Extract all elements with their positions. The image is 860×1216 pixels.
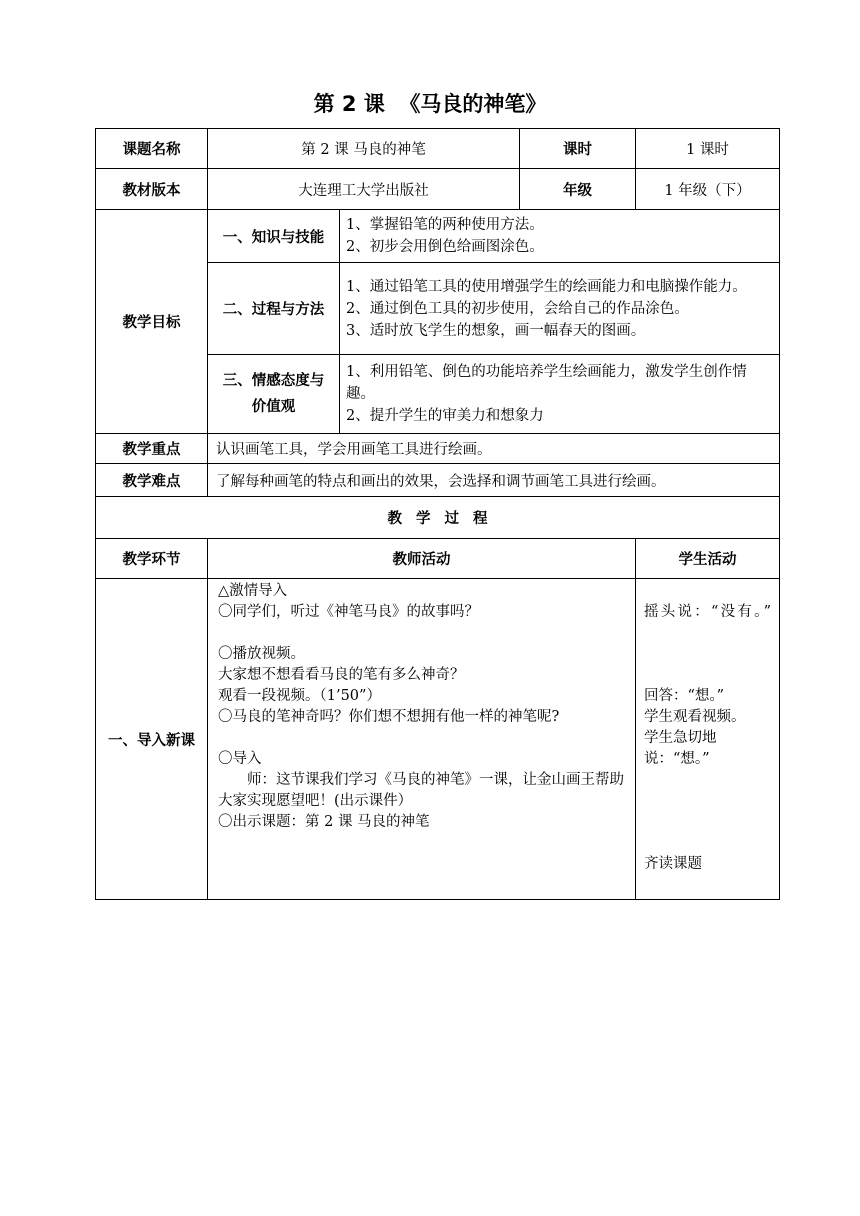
difficulty-label: 教学难点 [96,464,208,497]
goals-label: 教学目标 [96,210,208,434]
student-line [644,644,771,665]
key-point-value: 认识画笔工具，学会用画笔工具进行绘画。 [208,434,780,464]
stage-row [96,579,780,900]
grade-value: 1 年级（下） [636,169,780,210]
topic-row [96,129,780,169]
process-item: 2、通过倒色工具的初步使用，会给自己的作品涂色。 [346,300,689,317]
process-item: 1、通过铅笔工具的使用增强学生的绘画能力和电脑操作能力。 [346,278,747,295]
page-title: 第 2 课 《马良的神笔》 [313,92,547,116]
topic-value: 第 2 课 马良的神笔 [208,129,520,169]
hours-value: 1 课时 [636,129,780,169]
teacher-line: 〇播放视频。 [218,646,305,662]
goal-knowledge-row [96,210,780,263]
teacher-line: 观看一段视频。（1’50”） [218,688,381,704]
attitude-label-line2: 价值观 [251,399,296,415]
process-label: 二、过程与方法 [208,263,340,355]
student-line [644,812,771,833]
process-header: 教学过程 [387,511,502,527]
teacher-line: 〇同学们，听过《神笔马良》的故事吗？ [218,604,479,620]
process-items [340,263,780,355]
teacher-line: △激情导入 [218,583,288,599]
student-activity [636,579,780,900]
edition-value: 大连理工大学出版社 [208,169,520,210]
process-item: 3、适时放飞学生的想象，画一幅春天的图画。 [346,322,646,339]
topic-label: 课题名称 [96,129,208,169]
difficulty-value: 了解每种画笔的特点和画出的效果，会选择和调节画笔工具进行绘画。 [208,464,780,497]
process-header-row [96,497,780,539]
teacher-column-header: 教师活动 [208,539,636,579]
grade-label: 年级 [520,169,636,210]
teacher-line: 〇马良的笔神奇吗？你们想不想拥有他一样的神笔呢? [218,709,560,725]
hours-label: 课时 [520,129,636,169]
knowledge-label: 一、知识与技能 [208,210,340,263]
student-line [644,665,771,686]
knowledge-item: 2、初步会用倒色给画图涂色。 [346,239,544,255]
knowledge-item: 1、掌握铅笔的两种使用方法。 [346,217,544,233]
lesson-plan-table [95,128,780,900]
teacher-activity [208,579,636,900]
student-line [644,833,771,854]
teacher-line [218,623,625,644]
edition-row [96,169,780,210]
student-line: 摇头说：“没有。” [644,604,771,620]
difficulty-row [96,464,780,497]
student-line [644,770,771,791]
key-point-row [96,434,780,464]
attitude-label [208,355,340,434]
attitude-item: 1、利用铅笔、倒色的功能培养学生绘画能力，激发学生创作情趣。 [346,364,747,402]
student-column-header: 学生活动 [636,539,780,579]
student-line [644,791,771,812]
teacher-line [218,728,625,749]
student-line [644,623,771,644]
teacher-line: 大家想不想看看马良的笔有多么神奇？ [218,667,465,683]
attitude-label-line1: 三、情感态度与 [222,373,325,389]
student-line: 回答：“想。” [644,688,725,704]
stage-column-header: 教学环节 [96,539,208,579]
attitude-item: 2、提升学生的审美力和想象力 [346,408,544,424]
student-line [644,581,771,602]
teacher-line: 〇出示课题：第 2 课 马良的神笔 [218,814,430,830]
student-line: 学生观看视频。 [644,709,746,725]
student-line: 学生急切地说：“想。” [644,730,717,767]
edition-label: 教材版本 [96,169,208,210]
student-line: 齐读课题 [644,856,702,872]
knowledge-items [340,210,780,263]
teacher-line: 师：这节课我们学习《马良的神笔》一课，让金山画王帮助大家实现愿望吧！(出示课件） [218,772,624,809]
stage-name: 一、导入新课 [96,579,208,900]
key-point-label: 教学重点 [96,434,208,464]
attitude-items [340,355,780,434]
column-header-row [96,539,780,579]
teacher-line: 〇导入 [218,751,262,767]
